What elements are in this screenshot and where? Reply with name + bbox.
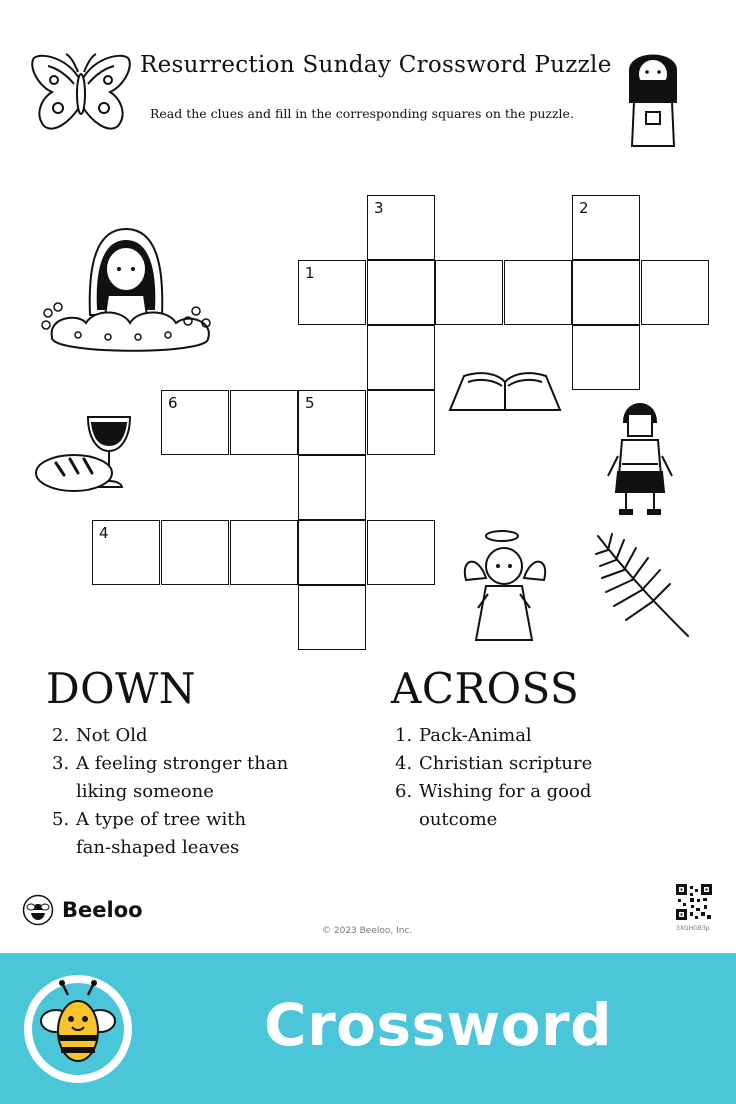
- grid-cell[interactable]: [230, 520, 298, 585]
- instructions: Read the clues and fill in the corresponding squares on the puzzle.: [150, 106, 574, 121]
- clue-text-continued: fan-shaped leaves: [76, 837, 240, 858]
- down-heading: DOWN: [46, 664, 197, 713]
- grid-cell[interactable]: [641, 260, 709, 325]
- grid-cell[interactable]: [92, 520, 160, 585]
- clue-number: 4.: [395, 753, 413, 774]
- grid-cell[interactable]: [298, 520, 366, 585]
- clue-text: Wishing for a good: [419, 781, 592, 802]
- qr-label: 3XGHGB3p: [676, 925, 710, 932]
- grid-cell[interactable]: [572, 195, 640, 260]
- across-heading: ACROSS: [391, 664, 580, 713]
- banner-label: Crossword: [264, 991, 613, 1059]
- clue-number: 2: [579, 199, 589, 217]
- across-clue: [395, 722, 532, 750]
- down-clue: [52, 722, 148, 750]
- clue-number: 1.: [395, 725, 413, 746]
- grid-cell[interactable]: [435, 260, 503, 325]
- grid-cell[interactable]: [572, 325, 640, 390]
- soldier-icon: [604, 396, 676, 516]
- clue-text: Pack-Animal: [419, 725, 532, 746]
- bottom-banner: [0, 953, 736, 1104]
- grid-cell[interactable]: [161, 390, 229, 455]
- bread-and-cup-icon: [34, 413, 154, 495]
- clue-number: 3: [374, 199, 384, 217]
- clue-text: Christian scripture: [419, 753, 593, 774]
- down-clue: [52, 806, 246, 862]
- grid-cell[interactable]: [161, 520, 229, 585]
- clue-number: 3.: [52, 753, 70, 774]
- clue-number: 6: [168, 394, 178, 412]
- across-clue: [395, 750, 592, 778]
- grid-cell[interactable]: [298, 585, 366, 650]
- palm-leaf-icon: [594, 532, 692, 640]
- clue-text: A feeling stronger than: [76, 753, 289, 774]
- down-clue: [52, 750, 288, 806]
- bible-icon: [446, 368, 564, 414]
- grid-cell[interactable]: [230, 390, 298, 455]
- qr-code-icon: [676, 884, 712, 920]
- grid-cell[interactable]: [367, 325, 435, 390]
- angel-icon: [458, 528, 552, 646]
- clue-number: 5: [305, 394, 315, 412]
- clue-number: 4: [99, 524, 109, 542]
- clue-text: Not Old: [76, 725, 148, 746]
- bee-mascot-icon: [22, 973, 134, 1085]
- clue-text: A type of tree with: [76, 809, 247, 830]
- clue-number: 5.: [52, 809, 70, 830]
- clue-text-continued: liking someone: [76, 781, 214, 802]
- grid-cell[interactable]: [367, 390, 435, 455]
- butterfly-icon: [28, 50, 134, 142]
- bee-logo-icon: [22, 894, 54, 926]
- clue-number: 2.: [52, 725, 70, 746]
- grid-cell[interactable]: [572, 260, 640, 325]
- page-title: Resurrection Sunday Crossword Puzzle: [140, 52, 612, 78]
- jesus-icon: [626, 42, 680, 148]
- grid-cell[interactable]: [298, 390, 366, 455]
- grid-cell[interactable]: [298, 455, 366, 520]
- brand-name: Beeloo: [62, 898, 143, 922]
- clue-text-continued: outcome: [419, 809, 498, 830]
- grid-cell[interactable]: [367, 520, 435, 585]
- copyright: © 2023 Beeloo, Inc.: [322, 926, 413, 936]
- clue-number: 1: [305, 264, 315, 282]
- clue-number: 6.: [395, 781, 413, 802]
- mary-in-garden-icon: [38, 225, 218, 360]
- grid-cell[interactable]: [504, 260, 572, 325]
- grid-cell[interactable]: [298, 260, 366, 325]
- across-clue: [395, 778, 591, 834]
- grid-cell[interactable]: [367, 260, 435, 325]
- grid-cell[interactable]: [367, 195, 435, 260]
- brand[interactable]: [22, 894, 143, 926]
